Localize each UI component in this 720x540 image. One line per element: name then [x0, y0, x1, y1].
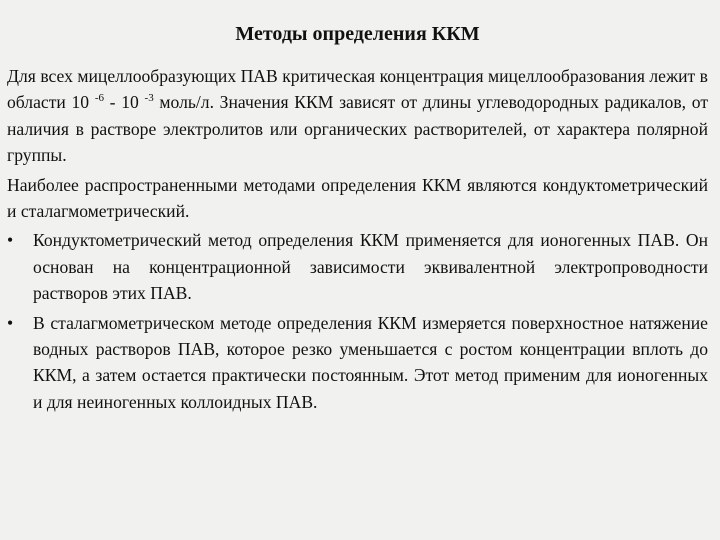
slide-content [7, 63, 708, 415]
exponent-1: -6 [94, 92, 104, 105]
paragraph-common-methods: Наиболее распространенными методами определения ККМ являются кондуктометрический и сталагмометрический. [7, 174, 708, 222]
paragraph-cmc-range [7, 63, 708, 169]
bullet-dot-icon: • [7, 230, 14, 251]
bullet-dot-icon: • [7, 312, 14, 333]
bullet-text-stalagmometric: В сталагмометрическом методе определения ККМ измеряется поверхностное натяжение водных растворов ПАВ, которое резко уменьшается с ростом концентрации вплоть до ККМ, а затем остается практически постоянным. Этот метод применим для ионогенных и для неиногенных коллоидных ПАВ. [33, 312, 708, 412]
page-title: Методы определения ККМ [235, 23, 480, 45]
paragraph-cmc-range-text-3: моль/л. Значения ККМ зависят от длины углеводородных радикалов, от наличия в растворе электролитов или органических растворителей, от характера полярной группы. [7, 92, 709, 166]
bullet-item-stalagmometric [7, 310, 708, 416]
exponent-2: -3 [144, 92, 154, 105]
bullet-item-conductometric [7, 227, 708, 306]
bullet-text-conductometric: Кондуктометрический метод определения ККМ применяется для ионогенных ПАВ. Он основан на концентрационной зависимости эквивалентной электропроводности растворов этих ПАВ. [33, 230, 708, 304]
paragraph-cmc-range-text-1: Для всех мицеллообразующих ПАВ критическая концентрация мицеллообразования лежит в области 10 [7, 66, 708, 113]
paragraph-cmc-range-text-2: - 10 [103, 92, 139, 113]
